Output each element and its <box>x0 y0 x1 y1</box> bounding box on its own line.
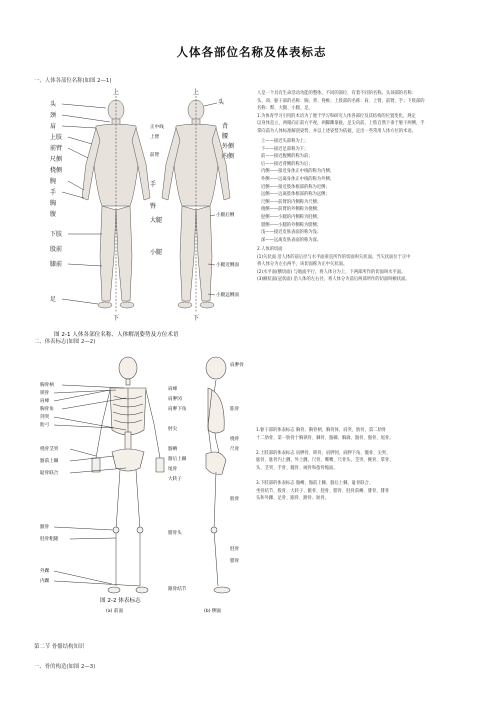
text-line: 将人体分为左右两半，该切面称为正中矢状面。 <box>257 262 348 268</box>
term-item: 外侧——远离身体正中线的称为外侧； <box>261 176 335 182</box>
label: 正中线 <box>150 125 164 130</box>
label: 内侧 <box>222 153 235 160</box>
text-line: (1)矢状面 沿人体的前后径与水平面垂直所作的切面叫矢状面。当矢状面位于正中 <box>257 254 411 260</box>
label: 小腿后侧 <box>216 213 235 218</box>
label: 髂前上棘 <box>40 459 59 464</box>
label: 腓骨头 <box>168 531 182 536</box>
label: 上肢 <box>50 134 63 141</box>
label: 臀 <box>150 203 157 210</box>
term-item: 桡侧——前臂的外侧称为桡侧； <box>261 207 322 213</box>
label: 手 <box>150 181 157 188</box>
label-down-front: 下 <box>113 315 120 322</box>
label: 胫骨 <box>230 547 240 552</box>
body-planes-paragraph <box>257 246 411 284</box>
subcaption-front: (a) 前面 <box>106 609 124 614</box>
text-line: 掌向前为人体标准解剖姿势，并以上述姿势为依据，定出一些常用人体方位的术语。 <box>257 128 416 134</box>
label: 肱骨 <box>230 407 240 412</box>
label: 胸骨柄 <box>40 383 54 388</box>
label: 股骨 <box>230 497 240 502</box>
term-item: 远侧——远离肢体根部的称为远侧； <box>261 192 330 198</box>
term-item: 深——远离皮肤表面的称为深。 <box>261 237 322 243</box>
label: 手 <box>50 189 57 196</box>
label: 肩胛骨 <box>230 363 244 368</box>
side-skeleton <box>206 357 230 593</box>
label: 腓骨 <box>230 559 240 564</box>
label: 外侧 <box>222 143 235 150</box>
label-down-back: 下 <box>193 315 200 322</box>
text-line: 头、茎突、手骨、髋骨、豌骨和指骨缩面。 <box>256 465 338 471</box>
label: 桡骨茎突 <box>40 447 59 452</box>
term-item: 下——接近足部称为下； <box>261 146 309 152</box>
text-line: 肱骨、肱骨内上髁、外上髁、尺骨、鹰嘴、尺骨头、茎突、腕骨、掌骨、 <box>256 458 394 464</box>
figure-2-2-caption: 图 2-2 体表标志 <box>100 598 141 604</box>
text-line: (2)水平面(横切面) 与地面平行，将人体分为上、下两部所作的切面叫水平面。 <box>257 269 406 275</box>
text-line: 十二肋骨、第一肋骨十胸锁骨、棘骨、髂棘、胸廓、髂骨、髂骨、尾骨。 <box>256 435 394 441</box>
label: 剑突 <box>40 415 50 420</box>
term-item: 腓侧——小腿的外侧称为腓侧； <box>261 222 322 228</box>
text-line: 1.为体育学习引用的术语为了便于学习和研究人体各部位及其结构的位置变化，规定 <box>257 113 416 119</box>
label: 肩胛冈 <box>168 397 182 402</box>
label: 背 <box>222 123 229 130</box>
label-up-back: 上 <box>193 89 200 96</box>
label: 腹 <box>50 211 57 218</box>
term-item: 上——接近头部称为上； <box>261 139 309 144</box>
label: 髂嵴 <box>168 447 178 452</box>
term-item: 后——接近背侧的称为后； <box>261 161 313 167</box>
label: 胸 <box>50 200 57 207</box>
label: 前臂 <box>150 153 160 158</box>
term-item: 前——接近腹侧的称为前； <box>261 154 313 160</box>
label: 小腿 <box>150 249 163 256</box>
label: 髌骨 <box>40 525 50 530</box>
label: 颈 <box>50 112 57 119</box>
side-bone-labels <box>168 385 187 592</box>
section-heading-2: 二、体表标志(如图 2—2) <box>34 339 96 345</box>
label: 小腿远侧面 <box>216 293 239 298</box>
text-line: 名称：臀、大腿、小腿、足。 <box>257 106 313 112</box>
term-item: 胫侧——小腿的内侧称为胫侧； <box>261 214 322 220</box>
term-item: 尺侧——前臂的内侧称为尺侧； <box>261 199 322 205</box>
label: 头 <box>50 101 57 108</box>
label: 肩 <box>50 123 57 130</box>
text-line: (3)额状面(冠状面) 沿人体的左右径，将人体分为前后两部所作的切面叫额状面。 <box>257 277 410 283</box>
text-line: 3.下肢部的体表标志 髂嵴、髂前上棘、髂后上棘、耻骨联合、 <box>256 481 374 487</box>
label: 膝前 <box>50 261 63 268</box>
figure-2-2 <box>40 350 250 615</box>
label: 跟骨结节 <box>168 587 187 592</box>
label: 尾骨 <box>168 467 178 472</box>
figure-2-1 <box>46 86 246 346</box>
term-item: 内侧——接近身体正中线的称为内侧； <box>261 169 335 175</box>
label: 大转子 <box>168 477 182 482</box>
label: 内踝 <box>40 579 50 584</box>
term-item: 浅——接近皮肤表面的称为浅； <box>261 230 322 236</box>
subheading: 2.人体的切面 <box>257 247 283 252</box>
text-line: 头、颈；躯干部的名称：胸、背、脊椎；上肢部的名称：肩、上臂、前臂、手；下肢部的 <box>257 98 425 104</box>
label: 头 <box>218 99 225 106</box>
intro-paragraph <box>257 90 425 136</box>
text-line <box>256 442 394 450</box>
label: 肩峰 <box>168 387 178 392</box>
label: 尺骨 <box>230 447 240 452</box>
label: 腕 <box>50 178 57 185</box>
label: 胫骨粗隆 <box>40 537 59 542</box>
subcaption-side: (b) 侧面 <box>204 609 222 614</box>
label: 锁骨 <box>40 391 50 396</box>
label: 腰 <box>222 133 229 140</box>
front-skeleton <box>92 357 164 593</box>
page-title: 人体各部位名称及体表标志 <box>176 45 327 59</box>
bone-name-labels <box>230 361 244 564</box>
text-line <box>256 473 394 481</box>
label: 股前 <box>50 246 63 253</box>
label: 肩胛下角 <box>168 407 187 412</box>
back-body-figure <box>162 96 230 312</box>
label: 肩峰 <box>40 399 50 404</box>
figure-2-1-caption: 图 2-1 人体各部位名称、人体解剖姿势及方位术语 <box>54 332 179 338</box>
label: 肋弓 <box>40 423 50 428</box>
label: 肘尖 <box>168 427 178 432</box>
direction-terms-list <box>261 138 334 244</box>
text-line: 头和外踝、足骨、跟骨、跗骨、趾骨。 <box>256 496 330 502</box>
section-heading-4: 一、骨的构造(如图 2—3) <box>34 664 96 670</box>
label: 外踝 <box>40 569 50 574</box>
label-up-front: 上 <box>113 89 120 96</box>
label: 足 <box>50 296 57 303</box>
text-line: 以身体直立，两眼向正前方平视，两脚踝靠拢，足尖向前，上肢自然下垂于躯干两侧，手 <box>257 121 425 127</box>
text-line: 坐骨结节、股骨、大转子、髌骨、胫骨、腓骨、胫骨前嵴、腓骨、腓骨 <box>256 488 390 494</box>
text-line: 1.躯干部的体表标志 胸骨、胸骨柄、胸骨体、肩突、肋骨、第二肋骨 <box>256 428 387 433</box>
label: 前臂 <box>50 145 63 152</box>
label: 耻骨联合 <box>40 471 59 476</box>
label: 尺侧 <box>50 156 63 163</box>
section-heading-3: 第二节 骨骼结构知识 <box>34 644 85 650</box>
label: 髂后上棘 <box>168 457 187 462</box>
front-body-figure <box>82 96 150 312</box>
label: 小腿近侧面 <box>216 263 239 268</box>
label: 桡侧 <box>50 167 63 174</box>
label: 大腿 <box>150 217 163 224</box>
text-line: 人是一个具有生命活动功能的整体。不同的部位，有着不同的名称。头颈部的名称： <box>257 91 416 96</box>
label: 上臂 <box>150 135 160 140</box>
term-item: 近侧——接近肢体根部的称为近侧； <box>261 184 330 190</box>
label: 桡骨 <box>230 437 240 442</box>
label: 胸骨角 <box>40 407 54 412</box>
text-line: 2.上肢部的体表标志 肩胛骨、锁骨、肩胛冈、肩胛下角、髋骨、尖突、 <box>256 450 391 456</box>
landmarks-paragraph <box>256 427 394 503</box>
label: 下肢 <box>50 231 63 238</box>
section-heading-1: 一、人体各部位名称(如图 2—1) <box>34 78 112 84</box>
